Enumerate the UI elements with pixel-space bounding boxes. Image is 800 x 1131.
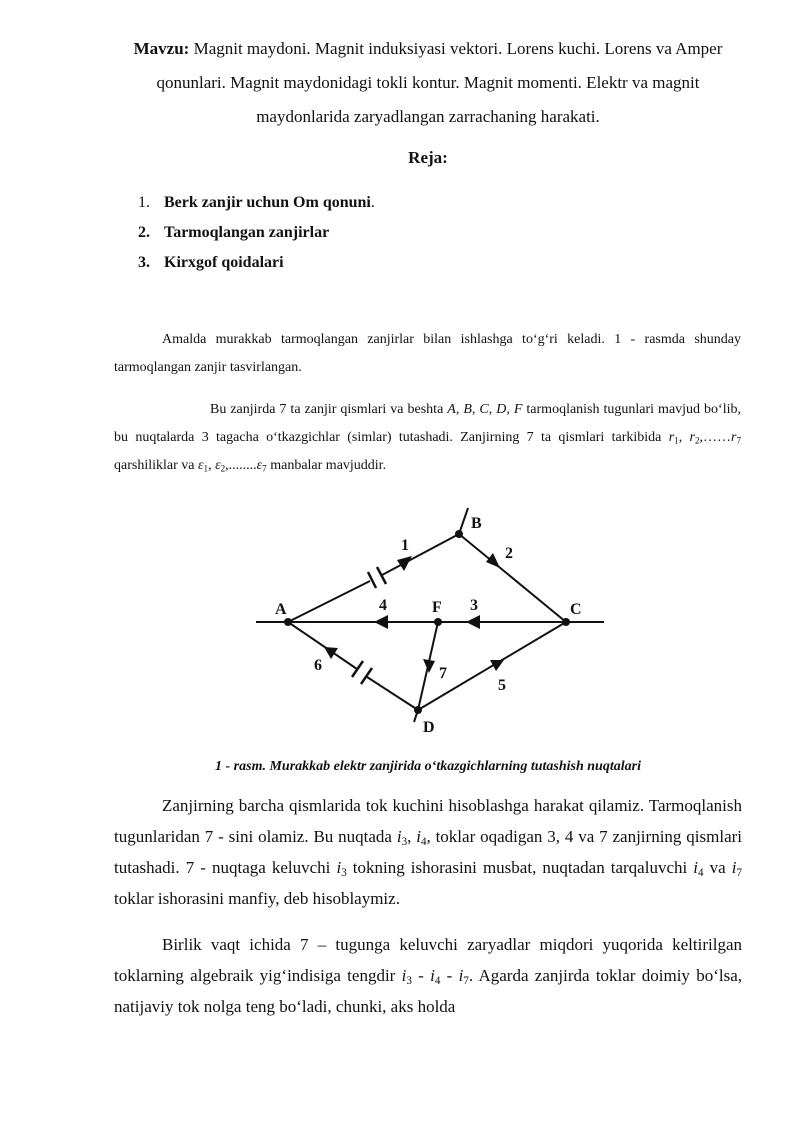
plan-item-text: Berk zanjir uchun Om qonuni bbox=[164, 194, 371, 211]
subscript: 3 bbox=[401, 835, 408, 848]
node-letters: A, B, C, D, F bbox=[447, 402, 523, 417]
wire-branch-6 bbox=[288, 622, 357, 669]
text-run: Bu zanjirda 7 ta zanjir qismlari va beshta bbox=[210, 402, 448, 417]
text-run: ,…… bbox=[699, 430, 732, 445]
branch-label-4: 4 bbox=[379, 597, 387, 614]
plan-list bbox=[138, 188, 375, 278]
symbol-r: r bbox=[731, 430, 737, 445]
text-run: , bbox=[407, 827, 417, 846]
current-arrow bbox=[374, 615, 388, 629]
capacitor-plate bbox=[361, 668, 372, 684]
node-dot-c bbox=[562, 618, 570, 626]
symbol-epsilon: ε bbox=[197, 458, 204, 473]
text-run: manbalar mavjuddir. bbox=[266, 458, 387, 473]
symbol-i: i bbox=[458, 966, 464, 985]
text-run: - bbox=[411, 966, 431, 985]
symbol-r: r bbox=[689, 430, 695, 445]
symbol-i: i bbox=[693, 858, 699, 877]
plan-item-text: Kirxgof qoidalari bbox=[164, 254, 284, 271]
subscript: 2 bbox=[694, 435, 700, 446]
paragraph-currents bbox=[114, 790, 742, 914]
current-arrow bbox=[486, 553, 500, 568]
text-run: Zanjirning barcha qismlarida tok kuchini hisoblashga harakat qilamiz. Tarmoqlanish tugunlaridan 7 - sini olamiz. Bu nuqtada bbox=[114, 796, 742, 846]
current-arrow bbox=[466, 615, 480, 629]
branch-label-1: 1 bbox=[401, 537, 409, 554]
subscript: 7 bbox=[736, 435, 742, 446]
circuit-figure bbox=[250, 500, 610, 745]
wire-branch-6 bbox=[367, 677, 418, 710]
plan-item-number: 2. bbox=[138, 224, 150, 241]
plan-item bbox=[138, 188, 375, 218]
symbol-r: r bbox=[668, 430, 675, 445]
text-run: toklar ishorasini manfiy, deb hisoblaymiz. bbox=[114, 889, 400, 908]
node-label-f: F bbox=[432, 599, 442, 616]
node-label-a: A bbox=[275, 601, 287, 618]
text-run: , bbox=[208, 458, 216, 473]
symbol-epsilon: ε bbox=[256, 458, 263, 473]
plan-title: Reja: bbox=[408, 148, 448, 167]
symbol-i: i bbox=[396, 827, 402, 846]
subscript: 1 bbox=[674, 435, 679, 446]
text-run: ,........ bbox=[225, 458, 257, 473]
topic-text: Magnit maydoni. Magnit induksiyasi vektori. Lorens kuchi. Lorens va Amper qonunlari. Magnit maydonidagi tokli kontur. Magnit momenti. Elektr va magnit maydonlarida zaryadlangan zarrachaning harakati. bbox=[156, 39, 723, 126]
symbol-i: i bbox=[336, 858, 342, 877]
subscript: 4 bbox=[698, 866, 704, 879]
plan-item-number: 3. bbox=[138, 254, 150, 271]
subscript: 3 bbox=[341, 866, 347, 879]
capacitor-plate bbox=[352, 661, 363, 677]
subscript: 7 bbox=[736, 866, 742, 879]
text-run: Birlik vaqt ichida 7 – tugunga keluvchi zaryadlar miqdori yuqorida keltirilgan toklarning algebraik yig‘indisiga tengdir bbox=[114, 935, 742, 985]
subscript: 7 bbox=[463, 974, 469, 987]
symbol-i: i bbox=[430, 966, 435, 985]
current-arrow bbox=[423, 659, 435, 673]
text-run: qarshiliklar va bbox=[114, 458, 198, 473]
branch-label-5: 5 bbox=[498, 677, 506, 694]
paragraph-nodes bbox=[114, 396, 741, 480]
text-run: tokning ishorasini musbat, nuqtadan tarqaluvchi bbox=[346, 858, 694, 877]
symbol-i: i bbox=[731, 858, 737, 877]
symbol-i: i bbox=[401, 966, 407, 985]
plan-item bbox=[138, 218, 375, 248]
branch-label-7: 7 bbox=[439, 665, 447, 682]
current-arrow bbox=[397, 556, 412, 571]
node-dot-b bbox=[455, 530, 463, 538]
topic-label: Mavzu: bbox=[133, 39, 190, 58]
plan-item bbox=[138, 248, 375, 278]
wire-branch-1 bbox=[382, 534, 459, 575]
plan-item-number: 1. bbox=[138, 194, 150, 211]
subscript: 4 bbox=[434, 974, 441, 987]
node-label-c: C bbox=[570, 601, 582, 618]
branch-label-2: 2 bbox=[505, 545, 513, 562]
plan-item-text: Tarmoqlangan zanjirlar bbox=[164, 224, 330, 241]
figure-caption: 1 - rasm. Murakkab elektr zanjirida o‘tkazgichlarning tutashish nuqtalari bbox=[215, 759, 641, 774]
subscript: 1 bbox=[203, 463, 209, 474]
wire-branch-1 bbox=[288, 581, 370, 622]
wire-stub-b bbox=[459, 508, 468, 534]
circuit-diagram bbox=[250, 500, 610, 745]
text-run: , toklar oqadigan 3, 4 va 7 zanjirning qismlari tutashadi. 7 - nuqtaga keluvchi bbox=[114, 827, 742, 877]
subscript: 4 bbox=[420, 835, 427, 848]
capacitor-plate bbox=[377, 567, 386, 584]
paragraph-charge bbox=[114, 929, 742, 1022]
capacitor-plate bbox=[368, 572, 376, 588]
subscript: 3 bbox=[406, 974, 412, 987]
topic-heading bbox=[108, 32, 748, 134]
symbol-epsilon: ε bbox=[215, 458, 221, 473]
paragraph-intro: Amalda murakkab tarmoqlangan zanjirlar bilan ishlashga to‘g‘ri keladi. 1 - rasmda shunday tarmoqlangan zanjir tasvirlangan. bbox=[114, 332, 741, 375]
text-run: . Agarda zanjirda toklar doimiy bo‘lsa, natijaviy tok nolga teng bo‘ladi, chunki, aks holda bbox=[114, 966, 742, 1016]
plan-item-suffix: . bbox=[370, 194, 375, 211]
node-dot-a bbox=[284, 618, 292, 626]
node-label-b: B bbox=[471, 515, 482, 532]
branch-label-3: 3 bbox=[470, 597, 478, 614]
subscript: 2 bbox=[220, 463, 226, 474]
text-run: tarmoqlanish tugunlari mavjud bo‘lib, bu nuqtalarda 3 tagacha o‘tkazgichlar (simlar) tutashadi. Zanjirning 7 ta qismlari tarkibida bbox=[114, 402, 741, 445]
text-run: , bbox=[678, 430, 690, 445]
node-dot-d bbox=[414, 706, 422, 714]
current-arrow bbox=[324, 647, 338, 659]
text-run: va bbox=[703, 858, 732, 877]
text-run: - bbox=[440, 966, 459, 985]
node-label-d: D bbox=[423, 719, 435, 736]
subscript: 7 bbox=[262, 463, 267, 474]
node-dot-f bbox=[434, 618, 442, 626]
symbol-i: i bbox=[416, 827, 421, 846]
branch-label-6: 6 bbox=[314, 657, 322, 674]
